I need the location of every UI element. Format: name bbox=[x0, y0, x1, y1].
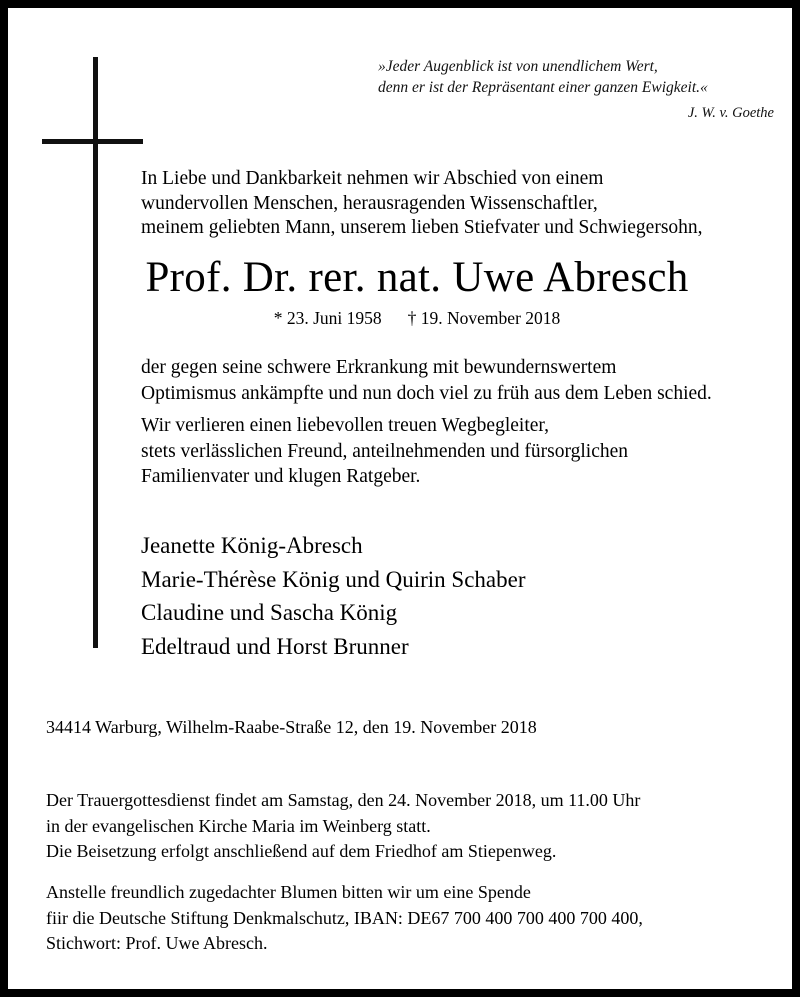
bereaved-family-list bbox=[141, 529, 741, 663]
quote-line-2: denn er ist der Repräsentant einer ganzen Ewigkeit.« bbox=[378, 79, 708, 96]
tribute-line-3: Wir verlieren einen liebevollen treuen Wegbegleiter, bbox=[141, 415, 549, 436]
donation-line-2: fiir die Deutsche Stiftung Denkmalschutz, IBAN: DE67 700 400 700 400 700 400, bbox=[46, 907, 643, 928]
address-and-date: 34414 Warburg, Wilhelm-Raabe-Straße 12, den 19. November 2018 bbox=[46, 717, 537, 737]
list-item: Edeltraud und Horst Brunner bbox=[141, 633, 409, 659]
list-item: Marie-Thérèse König und Quirin Schaber bbox=[141, 566, 526, 592]
christian-cross-crossbar-icon bbox=[42, 139, 143, 144]
tribute-text bbox=[141, 355, 781, 490]
quote-author: J. W. v. Goethe bbox=[687, 105, 774, 121]
deceased-name: Prof. Dr. rer. nat. Uwe Abresch bbox=[145, 254, 689, 301]
list-item: Jeanette König-Abresch bbox=[141, 533, 363, 558]
quote-line-1: »Jeder Augenblick ist von unendlichem Wert, bbox=[378, 58, 658, 75]
list-item: Claudine und Sascha König bbox=[141, 600, 398, 625]
funeral-service-details bbox=[46, 788, 766, 865]
tribute-line-1: der gegen seine schwere Erkrankung mit bewundernswertem bbox=[141, 357, 617, 378]
death-date: † 19. November 2018 bbox=[407, 308, 561, 328]
birth-date: * 23. Juni 1958 bbox=[273, 308, 382, 328]
tribute-line-4: stets verlässlichen Freund, anteilnehmenden und fürsorglichen bbox=[141, 440, 629, 462]
intro-line-1: In Liebe und Dankbarkeit nehmen wir Abschied von einem bbox=[141, 168, 604, 189]
tribute-line-5: Familienvater und klugen Ratgeber. bbox=[141, 466, 421, 487]
christian-cross-icon bbox=[93, 57, 98, 648]
service-line-3: Die Beisetzung erfolgt anschließend auf dem Friedhof am Stiepenweg. bbox=[46, 841, 557, 861]
life-dates bbox=[8, 308, 800, 329]
donation-request bbox=[46, 880, 766, 957]
introduction-text bbox=[141, 167, 761, 241]
intro-line-2: wundervollen Menschen, herausragenden Wissenschaftler, bbox=[141, 192, 598, 214]
memorial-quote bbox=[378, 56, 778, 124]
notice-inner bbox=[8, 8, 792, 989]
service-line-2: in der evangelischen Kirche Maria im Weinberg statt. bbox=[46, 815, 431, 836]
donation-line-3: Stichwort: Prof. Uwe Abresch. bbox=[46, 933, 268, 953]
intro-line-3: meinem geliebten Mann, unserem lieben Stiefvater und Schwiegersohn, bbox=[141, 217, 703, 238]
service-line-1: Der Trauergottesdienst findet am Samstag, den 24. November 2018, um 11.00 Uhr bbox=[46, 790, 641, 810]
donation-line-1: Anstelle freundlich zugedachter Blumen bitten wir um eine Spende bbox=[46, 882, 531, 902]
tribute-line-2: Optimismus ankämpfte und nun doch viel zu früh aus dem Leben schied. bbox=[141, 382, 712, 404]
